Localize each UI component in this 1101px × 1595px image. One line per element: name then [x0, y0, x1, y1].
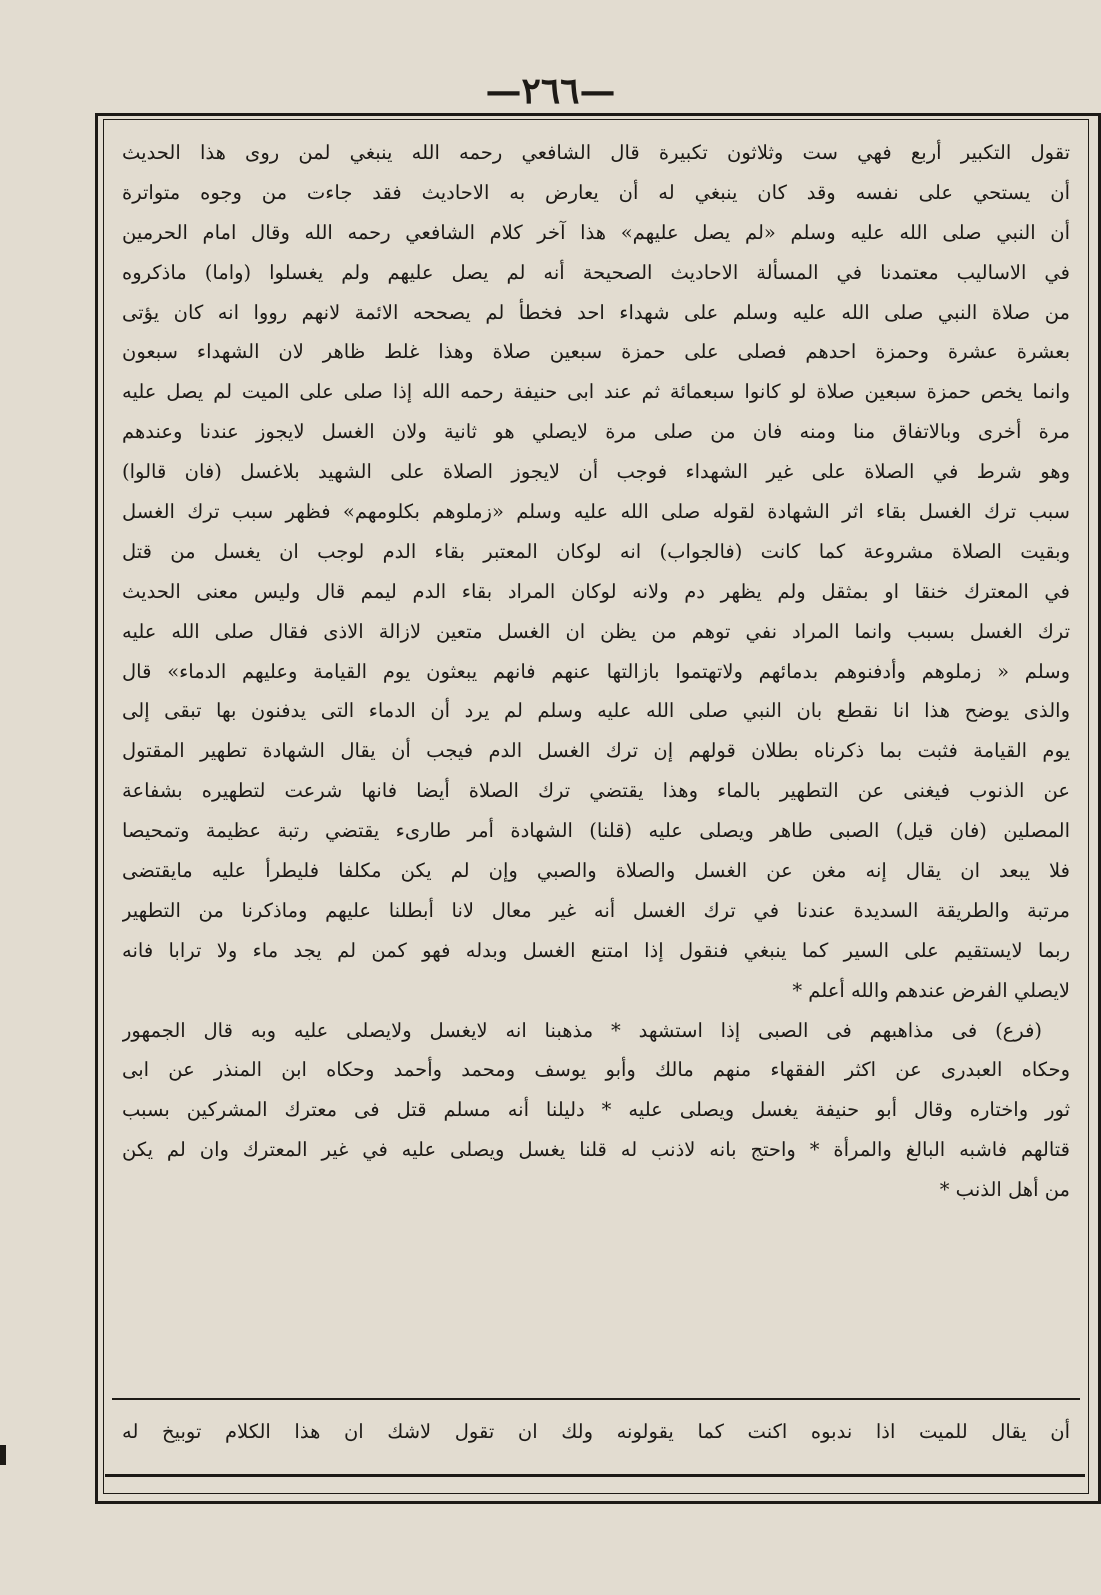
text-line: وبقيت الصلاة مشروعة كما كانت (فالجواب) انه لوكان المعتبر بقاء الدم لوجب ان يغسل من قتل	[122, 539, 1070, 563]
scan-edge-mark	[0, 1445, 6, 1465]
text-line: مرتبة والطريقة السديدة عندنا في ترك الغسل أنه غير معال لانا أبطلنا عليهم وماذكرنا من التطهير	[122, 898, 1070, 922]
text-line: في المعترك خنقا او بمثقل ولم يظهر دم ولانه لوكان المراد بقاء الدم ليمم قال وليس معنى الحديث	[122, 579, 1070, 603]
text-line: قتالهم فاشبه البالغ والمرأة * واحتج بانه لاذنب له قلنا يغسل ويصلى عليه في غير المعترك وان لم يكن	[122, 1138, 1070, 1162]
text-line: بعشرة عشرة وحمزة احدهم فصلى على حمزة سبعين صلاة وهذا غلط ظاهر لان الشهداء سبعون	[122, 340, 1070, 364]
text-line: والذى يوضح هذا انا نقطع بان النبي صلى الله عليه وسلم لم يرد أن الدماء التى يدفنون بها تبقى إلى	[122, 699, 1070, 723]
text-line: سبب ترك الغسل بقاء اثر الشهادة لقوله صلى الله عليه وسلم «زملوهم بكلومهم» فظهر سبب ترك الغسل	[122, 500, 1070, 524]
bottom-border-rule	[105, 1474, 1085, 1477]
text-line: ربما لايستقيم على السير كما ينبغي فنقول إذا امتنع الغسل وبدله فهو كمن لم يجد ماء ولا ترابا فانه	[122, 938, 1070, 962]
text-line: مرة أخرى وبالاتفاق منا ومنه فان من صلى مرة لايصلي هو ثانية ولان الغسل لايجوز عندنا وعندهم	[122, 420, 1070, 444]
text-line: فلا يبعد ان يقال إنه مغن عن الغسل والصلاة والصبي وإن لم يكن مكلفا فليطرأ عليه مايقتضى	[122, 859, 1070, 883]
text-line: لايصلي الفرض عندهم والله أعلم *	[792, 978, 1070, 1002]
text-line: المصلين (فان قيل) الصبى طاهر ويصلى عليه (قلنا) الشهادة أمر طارىء يقتضي رتبة عظيمة وتمحيصا	[122, 819, 1070, 843]
text-line: من صلاة النبي صلى الله عليه وسلم على شهداء احد فخطأ لم يصححه الائمة لانهم رووا انه كان يؤتى	[122, 300, 1070, 324]
text-line: ترك الغسل بسبب وانما المراد نفي توهم من يظن ان الغسل متعين لازالة الاذى فقال صلى الله عليه	[122, 619, 1070, 643]
main-text-block	[122, 133, 1070, 1210]
text-line: عن الذنوب فيغنى عن التطهير بالماء وهذا يقتضي ترك الصلاة أيضا فانها شرعت لتطهيره بشفاعة	[122, 779, 1070, 803]
text-line: (فرع) فى مذاهبهم فى الصبى إذا استشهد * مذهبنا انه لايغسل ولايصلى عليه وبه قال الجمهور	[122, 1018, 1042, 1042]
text-line: تقول التكبير أربع فهي ست وثلاثون تكبيرة قال الشافعي رحمه الله ينبغي لمن روى هذا الحديث	[122, 141, 1070, 164]
text-line: يوم القيامة فثبت بما ذكرناه بطلان قولهم إن ترك الغسل الدم فيجب أن يقال الشهادة تطهير المقتول	[122, 739, 1070, 763]
footnote-text: أن يقال للميت اذا ندبوه اكنت كما يقولونه ولك ان تقول لاشك ان هذا الكلام توبيخ له	[122, 1420, 1070, 1443]
text-line: أن يستحي على نفسه وقد كان ينبغي له أن يعارض به الاحاديث فقد جاءت من وجوه متواترة	[122, 180, 1070, 204]
page-number: —٢٦٦—	[485, 70, 616, 112]
text-line: ثور واختاره وقال أبو حنيفة يغسل ويصلى عليه * دليلنا أنه مسلم قتل فى معترك المشركين بسبب	[122, 1098, 1070, 1122]
text-line: وحكاه العبدرى عن اكثر الفقهاء منهم مالك وأبو يوسف ومحمد وأحمد وحكاه ابن المنذر عن ابى	[122, 1058, 1070, 1082]
text-line: في الاساليب معتمدنا في المسألة الاحاديث الصحيحة أنه لم يصل عليهم ولم يغسلوا (واما) ماذكروه	[122, 260, 1070, 284]
text-line: وانما يخص حمزة سبعين صلاة لو كانوا سبعمائة ثم عند ابى حنيفة رحمه الله إذا صلى على الميت لم يصل عليه	[122, 380, 1070, 404]
text-line: وهو شرط في الصلاة على غير الشهداء فوجب أن لايجوز الصلاة على الشهيد بلاغسل (فان قالوا)	[122, 460, 1070, 484]
footnote-divider	[112, 1398, 1080, 1400]
text-line: أن النبي صلى الله عليه وسلم «لم يصل عليهم» هذا آخر كلام الشافعي رحمه الله وقال امام الحرمين	[122, 220, 1070, 244]
text-line: وسلم « زملوهم وأدفنوهم بدمائهم ولاتهتموا بازالتها عنهم فانهم يبعثون يوم القيامة وعليهم الدماء» قال	[122, 659, 1070, 683]
text-line: من أهل الذنب *	[939, 1178, 1070, 1202]
